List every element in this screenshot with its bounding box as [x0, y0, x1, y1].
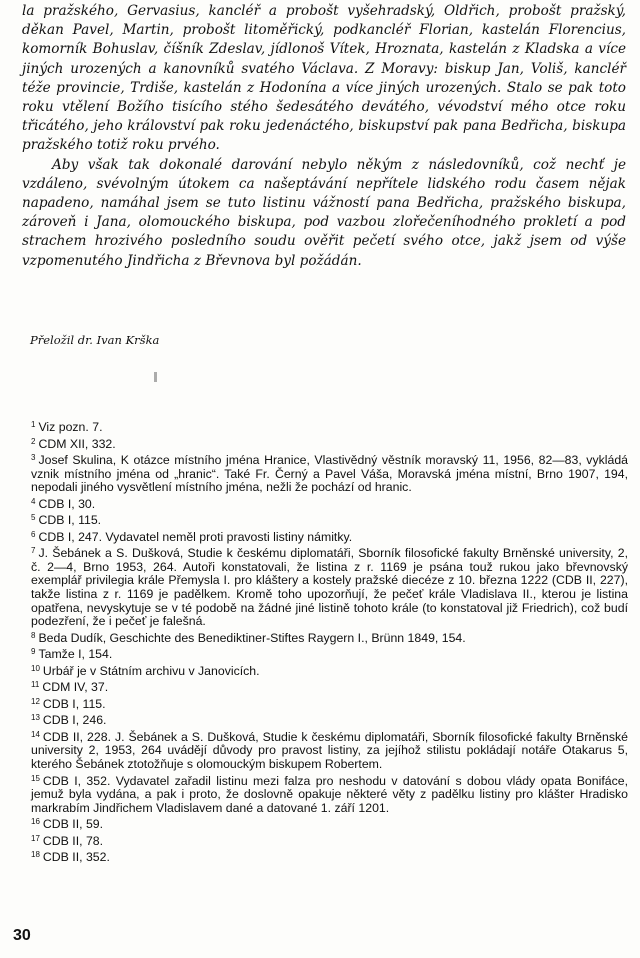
- footnote-number: 8: [31, 630, 36, 640]
- footnote-text: CDM XII, 332.: [38, 436, 116, 451]
- footnote-number: 1: [31, 420, 36, 429]
- footnote-text: Beda Dudík, Geschichte des Benediktiner-Stiftes Raygern I., Brünn 1849, 154.: [38, 630, 466, 645]
- footnote-text: J. Šebánek a S. Dušková, Studie k českému diplomatáři, Sborník filosofické fakulty Brněnské university, 2, č. 2—4, Brno 1953, 264. Autoři konstatovali, že listina z r. 1169 je psána touž rukou jako břevnovský exemplář privilegia krále Přemysla I. pro kláštery a kostely pražské diecéze z 10. března 1222 (CDB II, 227), takže listina z r. 1169 je padělkem. Kromě toho upozorňují, že pečeť krále Vladislava II., kterou je listina opatřena, nevyskytuje se v té podobě na žádné jiné listině tohoto krále (to konstatoval již Friedrich), což budí podezření, že i pečeť je falešná.: [31, 546, 628, 629]
- footnote: [31, 815, 628, 832]
- footnote-text: CDB I, 115.: [38, 513, 102, 528]
- footnote: [31, 629, 628, 646]
- footnote-text: CDB I, 352. Vydavatel zařadil listinu mezi falza pro neshodu v datování s dobou vlády opata Bonifáce, jemuž byla vydána, a pak i proto, že doslovně opakuje některé věty z padělku listiny pro klášter Hradisko markrabím Jindřichem Vladislavem dané a datované 1. září 1201.: [31, 773, 628, 815]
- footnote: [31, 544, 628, 628]
- footnote-number: 7: [31, 546, 36, 556]
- page-number: 30: [13, 927, 31, 944]
- footnote: [31, 848, 628, 865]
- footnote-text: Tamže I, 154.: [38, 647, 113, 662]
- footnote: [31, 695, 628, 712]
- footnote: [31, 832, 628, 849]
- footnote: [31, 451, 628, 495]
- scan-speck: [154, 372, 157, 382]
- footnote-number: 16: [31, 817, 40, 827]
- footnote: [31, 728, 628, 772]
- footnote: [31, 645, 628, 662]
- footnote: [31, 662, 628, 679]
- footnote: [31, 772, 628, 816]
- footnote-number: 18: [31, 850, 40, 860]
- footnote-number: 12: [31, 696, 40, 706]
- footnote-text: CDB II, 78.: [42, 833, 104, 848]
- footnote-number: 5: [31, 513, 36, 523]
- footnote-text: CDM IV, 37.: [42, 680, 109, 695]
- footnotes: [31, 418, 628, 865]
- footnote-text: Viz pozn. 7.: [38, 420, 103, 434]
- footnote-text: CDB I, 246.: [42, 713, 107, 728]
- paragraph-2: Aby však tak dokonalé darování nebylo někým z následovníků, což nechť je vzdáleno, svévolným útokem ca našeptávání nepřítele lidského rodu časem nějak napadeno, namáhal jsem se tuto listinu vážností pana Bedřicha, pražského biskupa, zároveň i Jana, olomouckého biskupa, pod vazbou zlořečeníhodného prokletí a pod strachem hrozivého posledního soudu ověřit pečetí svého otce, jakž jsem od výše vzpomenutého Jindřicha z Břevnova byl požádán.: [22, 156, 626, 269]
- footnote-text: Josef Skulina, K otázce místního jména Hranice, Vlastivědný věstník moravský 11, 1956, 82—83, vykládá vznik místního jména od „hranic“. Také Fr. Černý a Pavel Váša, Moravská jména místní, Brno 1907, 194, nepodali jiného vysvětlení místního jména, nežli že pochází od hranic.: [31, 453, 628, 495]
- footnote-number: 11: [31, 680, 40, 690]
- footnote-number: 10: [31, 663, 40, 673]
- footnote-number: 13: [31, 713, 40, 723]
- footnote-number: 9: [31, 647, 36, 657]
- footnote-number: 4: [31, 496, 36, 506]
- footnote: [31, 678, 628, 695]
- footnote: [31, 711, 628, 728]
- translator-credit: Přeložil dr. Ivan Krška: [30, 333, 160, 347]
- paragraph-1: la pražského, Gervasius, kancléř a probošt vyšehradský, Oldřich, probošt pražský, děkan Pavel, Martin, probošt litoměřický, podkancléř Florian, kastelán Florencius, komorník Bohuslav, číšník Zdeslav, jídlonoš Vítek, Hroznata, kastelán z Kladska a více jiných urozených a kanovníků svatého Václava. Z Moravy: biskup Jan, Voliš, kancléř téže provincie, Trdiše, kastelán z Hodonína a více jiných urozených. Stalo se pak toto roku vtělení Božího tisícího stého šedesátého devátého, vévodství mého otce roku třicátého, jeho království pak roku jedenáctého, biskupství pak pana Bedřicha, biskupa pražského totiž roku prvého.: [22, 3, 626, 154]
- footnote-number: 3: [31, 453, 36, 463]
- footnote: [31, 495, 628, 512]
- footnote-text: CDB I, 30.: [38, 496, 96, 511]
- main-text: [22, 2, 626, 271]
- footnote-text: CDB II, 59.: [42, 817, 104, 832]
- footnote-number: 2: [31, 436, 36, 446]
- footnote: [31, 511, 628, 528]
- footnote: [31, 418, 628, 435]
- footnote-number: 17: [31, 833, 40, 843]
- footnote-text: Urbář je v Státním archivu v Janovicích.: [42, 663, 260, 678]
- footnote-text: CDB II, 352.: [42, 850, 110, 865]
- footnote-number: 6: [31, 529, 36, 539]
- footnote-text: CDB I, 115.: [42, 696, 106, 711]
- footnote-text: CDB I, 247. Vydavatel neměl proti pravosti listiny námitky.: [38, 529, 353, 544]
- footnote-text: CDB II, 228. J. Šebánek a S. Dušková, Studie k českému diplomatáři, Sborník filosofické fakulty Brněnské university 2, 1953, 264 uvádějí důvody pro pravost listiny, za jejíhož stilistu pokládají notáře Otakarus 5, kterého Šebánek ztotožňuje s olomouckým biskupem Robertem.: [31, 729, 628, 772]
- footnote: [31, 435, 628, 452]
- footnote-number: 14: [31, 729, 40, 739]
- footnote: [31, 528, 628, 545]
- footnote-number: 15: [31, 773, 40, 783]
